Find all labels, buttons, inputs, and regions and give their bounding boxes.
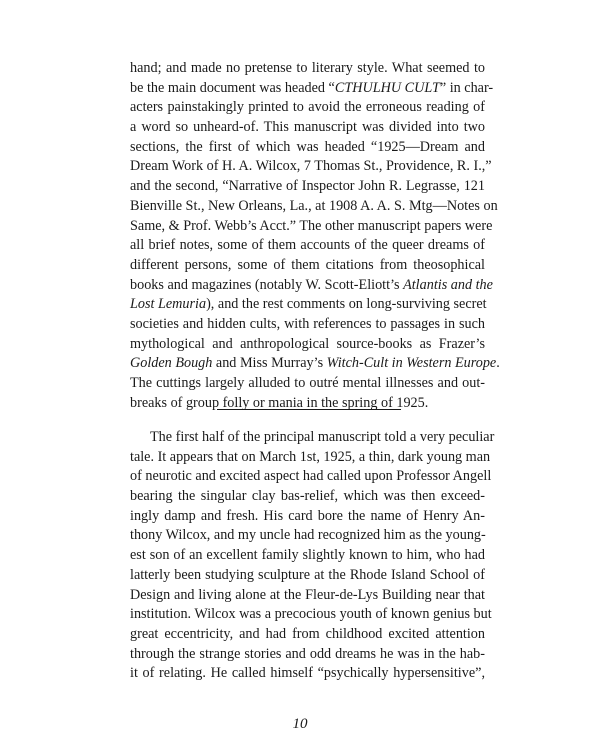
text-run: societies and hidden cults, with references to passages in such <box>130 315 485 332</box>
text-run: different persons, some of them citations from theosophical <box>130 256 485 273</box>
italic-title: Golden Bough <box>130 355 213 372</box>
text-run: Bienville St., New Orleans, La., at 1908 A. A. S. Mtg—Notes on <box>130 197 498 214</box>
section-divider <box>217 409 401 410</box>
text-line <box>130 566 485 586</box>
paragraph-1 <box>130 59 500 413</box>
paragraph-2 <box>130 428 495 684</box>
text-run: acters painstakingly printed to avoid the erroneous reading of <box>130 99 485 116</box>
text-run: ), and the rest comments on long-surviving secret <box>206 296 487 313</box>
text-line <box>130 394 485 414</box>
text-line <box>130 645 485 665</box>
text-line <box>130 177 485 197</box>
text-run: The cuttings largely alluded to outré mental illnesses and out- <box>130 375 485 391</box>
text-line <box>130 197 498 217</box>
text-run: institution. Wilcox was a precocious youth of known genius but <box>130 606 492 623</box>
text-run: tale. It appears that on March 1st, 1925, a thin, dark young man <box>130 448 491 465</box>
text-run: of neurotic and excited aspect had called upon Professor Angell <box>130 468 492 485</box>
text-line <box>130 487 485 507</box>
text-run: mythological and anthropological source-books as Frazer’s <box>130 335 485 352</box>
text-run: thony Wilcox, and my uncle had recognized him as the young- <box>130 527 486 544</box>
text-line <box>130 428 495 448</box>
italic-title: Atlantis and the <box>403 276 493 293</box>
text-run: be the main document was headed “ <box>130 79 335 96</box>
text-line <box>130 157 492 177</box>
text-line <box>130 335 485 355</box>
text-run: Design and living alone at the Fleur-de-Lys Building near that <box>130 586 485 603</box>
text-line <box>130 79 494 99</box>
text-line <box>130 276 493 296</box>
text-line <box>130 526 485 546</box>
text-line <box>130 118 485 138</box>
text-line <box>130 315 485 335</box>
text-line <box>130 625 485 645</box>
text-run: est son of an excellent family slightly known to him, who had <box>130 547 485 564</box>
text-run: and Miss Murray’s <box>212 355 327 372</box>
text-line <box>130 217 493 237</box>
text-run: and the second, “Narrative of Inspector John R. Legrasse, 121 <box>130 178 485 195</box>
text-run: Same, & Prof. Webb’s Acct.” The other manuscript papers were <box>130 217 493 234</box>
text-run: sections, the first of which was headed “1925—Dream and <box>130 138 485 155</box>
text-run: Dream Work of H. A. Wilcox, 7 Thomas St., Providence, R. I.,” <box>130 158 492 175</box>
text-run: all brief notes, some of them accounts of the queer dreams of <box>130 237 485 254</box>
text-line <box>130 295 485 315</box>
text-run: great eccentricity, and had from childhood excited attention <box>130 625 485 642</box>
text-line <box>130 664 485 684</box>
italic-title: CTHULHU CULT <box>334 79 440 96</box>
text-line <box>130 546 485 566</box>
text-run: bearing the singular clay bas-relief, which was then exceed- <box>130 488 485 505</box>
text-line <box>130 467 492 487</box>
text-run: through the strange stories and odd dreams he was in the hab- <box>130 645 485 662</box>
text-run: The first half of the principal manuscript told a very peculiar <box>150 429 495 445</box>
text-run: books and magazines (notably W. Scott-Eliott’s <box>130 276 404 293</box>
text-run: ” in char- <box>439 79 494 96</box>
page-number: 10 <box>292 716 308 732</box>
text-run: latterly been studying sculpture at the Rhode Island School of <box>130 566 485 583</box>
text-line <box>130 507 485 527</box>
text-run: it of relating. He called himself “psychically hypersensitive”, <box>130 665 485 682</box>
text-run: breaks of group folly or mania in the spring of 1925. <box>130 394 429 411</box>
text-run: ingly damp and fresh. His card bore the name of Henry An- <box>130 507 485 524</box>
text-run: hand; and made no pretense to literary style. What seemed to <box>130 60 485 76</box>
text-line <box>130 236 485 256</box>
text-run: . <box>496 355 500 372</box>
italic-title: Lost Lemuria <box>130 296 207 313</box>
text-line <box>130 98 485 118</box>
text-line <box>130 605 492 625</box>
text-line <box>130 374 485 394</box>
italic-title: Witch-Cult in Western Europe <box>326 355 497 372</box>
text-line <box>130 354 500 374</box>
text-line <box>130 448 491 468</box>
text-line <box>130 59 485 79</box>
text-line <box>130 256 485 276</box>
text-line <box>130 586 485 606</box>
text-line <box>130 138 485 158</box>
text-run: a word so unheard-of. This manuscript was divided into two <box>130 119 485 136</box>
